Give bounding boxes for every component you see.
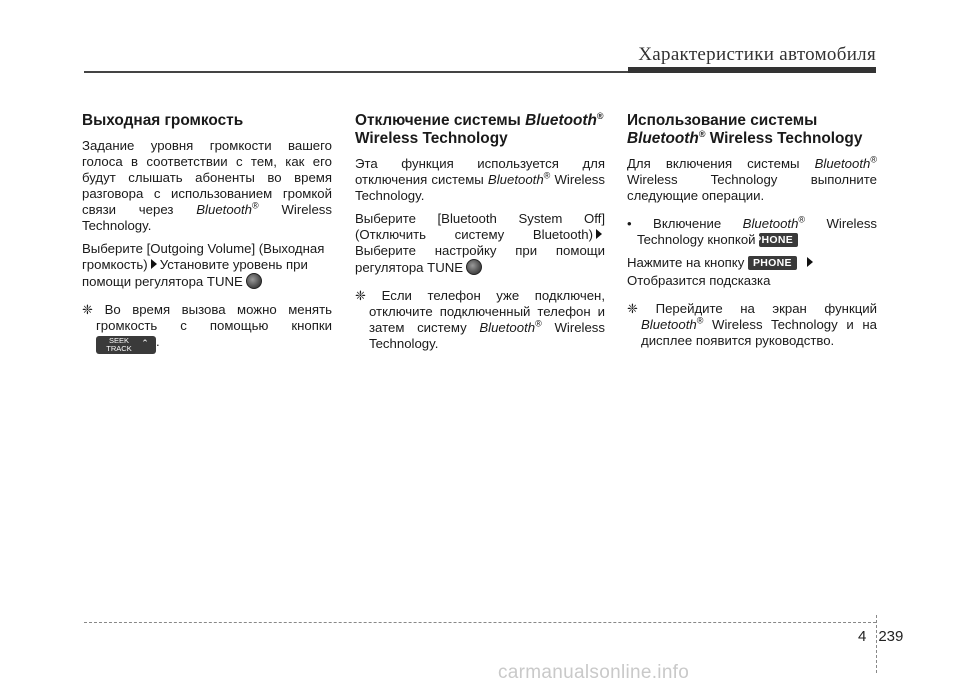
section-output-volume	[82, 112, 332, 361]
registered-mark: ®	[543, 170, 551, 181]
note	[627, 301, 877, 349]
seek-label: SEEK	[108, 336, 129, 345]
text: Использование системы	[627, 112, 818, 129]
paragraph	[355, 211, 605, 276]
bluetooth-text: Bluetooth	[742, 216, 799, 231]
arrow-right-icon	[596, 229, 602, 239]
page-number	[858, 628, 903, 645]
note-mark-icon: ❈	[627, 301, 639, 316]
phone-button-icon: PHONE	[748, 256, 797, 270]
registered-mark: ®	[696, 315, 704, 326]
text: Wireless Technology выполните следующие операции.	[627, 172, 877, 203]
page-number-value: 239	[878, 628, 904, 645]
note	[355, 288, 605, 352]
text: Выберите [Bluetooth System Off] (Отключить систему Bluetooth)	[355, 211, 605, 242]
page-header-title: Характеристики автомобиля	[638, 44, 876, 65]
bullet-icon: •	[627, 216, 632, 231]
chapter-number: 4	[858, 628, 867, 645]
tune-knob-icon	[466, 259, 482, 275]
bluetooth-text: Bluetooth	[525, 112, 597, 129]
text: .	[156, 334, 160, 349]
paragraph	[627, 156, 877, 204]
registered-mark: ®	[535, 318, 542, 329]
text: Для включения системы	[627, 156, 800, 171]
text: Wireless Technology	[355, 130, 508, 147]
text: Установите уровень при помощи регулятора TUNE	[82, 257, 308, 289]
tune-knob-icon	[246, 273, 262, 289]
text: Wireless Technology.	[82, 202, 332, 233]
text: Во время вызова можно менять громкость с помощью кнопки	[96, 302, 332, 333]
text: Нажмите на кнопку	[627, 255, 745, 270]
phone-button-icon: PHONE	[759, 233, 798, 247]
text: Отключение системы	[355, 112, 526, 129]
bluetooth-text: Bluetooth	[196, 202, 252, 217]
paragraph: Отобразится подсказка	[627, 273, 771, 288]
bullet-item	[627, 216, 877, 248]
section-bluetooth-off	[355, 112, 605, 359]
arrow-right-icon	[151, 259, 157, 269]
paragraph	[355, 156, 605, 204]
text: Эта функция используется для отключения системы	[355, 156, 605, 187]
paragraph	[82, 138, 332, 234]
bluetooth-text: Bluetooth	[641, 317, 697, 332]
text: Если телефон уже подключен, отключите подключенный телефон и затем систему	[369, 288, 605, 335]
seek-track-button-icon: ⌄ SEEK TRACK ⌃	[96, 336, 156, 354]
note-mark-icon: ❈	[355, 288, 367, 303]
bluetooth-text: Bluetooth	[479, 320, 536, 335]
text: Wireless Technology	[705, 130, 863, 147]
section-heading	[355, 112, 605, 148]
section-heading: Выходная громкость	[82, 112, 244, 129]
note-mark-icon: ❈	[82, 302, 94, 317]
header-rule-accent	[628, 67, 876, 73]
note	[82, 302, 332, 354]
header-rule	[84, 71, 628, 73]
text: Wireless Technology кнопкой	[637, 216, 878, 247]
paragraph	[82, 241, 332, 290]
registered-mark: ®	[252, 200, 259, 211]
registered-mark: ®	[870, 154, 877, 165]
text: Wireless Technology.	[355, 172, 605, 203]
arrow-right-icon	[807, 257, 813, 267]
text: Включение	[653, 216, 722, 231]
section-using-bluetooth	[627, 112, 877, 356]
bluetooth-text: Bluetooth	[487, 172, 544, 187]
text: Wireless Technology.	[369, 320, 605, 351]
registered-mark: ®	[698, 128, 706, 139]
bluetooth-text: Bluetooth	[814, 156, 871, 171]
text: Выберите настройку при помощи регулятора TUNE	[355, 243, 605, 275]
track-label: TRACK	[106, 344, 132, 353]
text: Wireless Technology и на дисплее появится руководство.	[641, 317, 877, 348]
watermark: carmanualsonline.info	[498, 662, 690, 683]
text: Задание уровня громкости вашего голоса в соответствии с тем, как его будут слышать абоненты во время разговора с использованием громкой связи через	[82, 138, 332, 217]
footer-rule	[84, 622, 876, 623]
text: Перейдите на экран функций	[655, 301, 877, 316]
section-heading	[627, 112, 877, 148]
text: Выберите [Outgoing Volume] (Выходная громкость)	[82, 241, 325, 272]
bluetooth-text: Bluetooth	[627, 130, 699, 147]
registered-mark: ®	[798, 214, 806, 225]
paragraph	[627, 255, 877, 271]
registered-mark: ®	[596, 110, 604, 121]
